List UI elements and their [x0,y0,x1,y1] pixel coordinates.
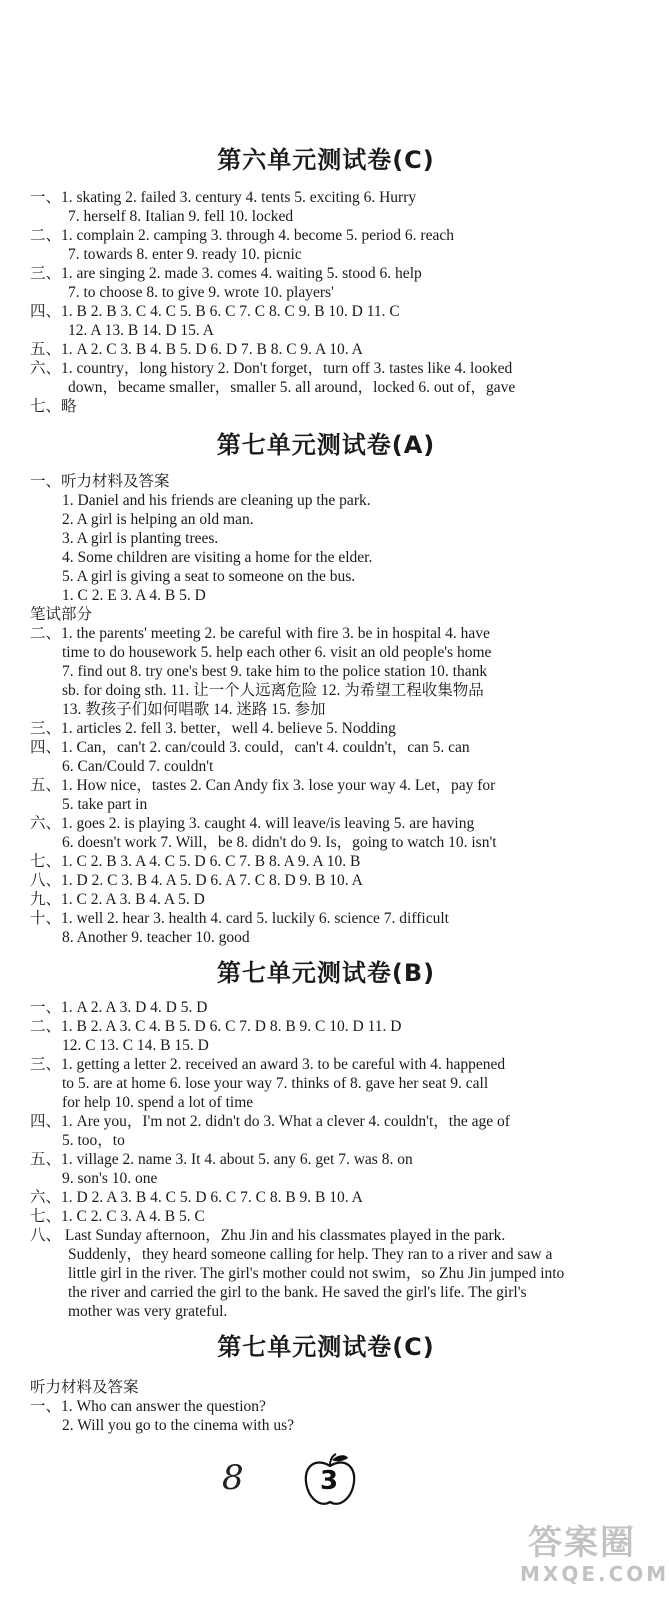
answer-line: 12. A 13. B 14. D 15. A [68,322,214,339]
answer-line: time to do housework 5. help each other 6. visit an old people's home [62,644,492,661]
answer-line: 五、1. village 2. name 3. It 4. about 5. any 6. get 7. was 8. on [30,1151,413,1168]
answer-line: 六、1. goes 2. is playing 3. caught 4. will leave/is leaving 5. are having [30,815,475,832]
answer-line: little girl in the river. The girl's mother could not swim，so Zhu Jin jumped into [68,1265,565,1282]
answer-line: 1. Daniel and his friends are cleaning up the park. [62,492,371,509]
answer-line: 12. C 13. C 14. B 15. D [62,1037,209,1054]
answer-line: to 5. are at home 6. lose your way 7. thinks of 8. gave her seat 9. call [62,1075,489,1092]
answer-line: 四、1. Are you，I'm not 2. didn't do 3. What a clever 4. couldn't，the age of [30,1113,510,1130]
answer-line: 九、1. C 2. A 3. B 4. A 5. D [30,891,205,908]
answer-line: 二、1. the parents' meeting 2. be careful with fire 3. be in hospital 4. have [30,625,490,642]
answer-line: 一、听力材料及答案 [30,473,170,490]
answer-line: 13. 教孩子们如何唱歌 14. 迷路 15. 参加 [62,701,326,718]
answer-line: 五、1. A 2. C 3. B 4. B 5. D 6. D 7. B 8. C 9. A 10. A [30,341,363,358]
answer-line: 6. doesn't work 7. Will，be 8. didn't do 9. Is，going to watch 10. isn't [62,834,497,851]
section-title: 第七单元测试卷(C) [217,1333,435,1361]
answer-line: 7. towards 8. enter 9. ready 10. picnic [68,246,302,263]
answer-line: 七、1. C 2. C 3. A 4. B 5. C [30,1208,205,1225]
answer-line: 7. herself 8. Italian 9. fell 10. locked [68,208,294,225]
answer-line: the river and carried the girl to the bank. He saved the girl's life. The girl's [68,1284,527,1301]
section-title: 第七单元测试卷(B) [216,959,436,987]
answer-line: 七、略 [30,398,77,415]
answer-line: 5. too，to [62,1132,125,1149]
answer-line: 一、1. Who can answer the question? [30,1398,266,1415]
answer-line: 3. A girl is planting trees. [62,530,219,547]
answer-line: 八、1. D 2. C 3. B 4. A 5. D 6. A 7. C 8. D 9. B 10. A [30,872,363,889]
answer-line: 8. Another 9. teacher 10. good [62,929,250,946]
answer-line: 二、1. complain 2. camping 3. through 4. become 5. period 6. reach [30,227,454,244]
section-title: 第七单元测试卷(A) [216,431,436,459]
answer-line: mother was very grateful. [68,1303,228,1320]
answer-line: 六、1. country，long history 2. Don't forget，turn off 3. tastes like 4. looked [30,360,513,377]
handwritten-number: 8 [222,1458,244,1498]
answer-line: for help 10. spend a lot of time [62,1094,254,1111]
answer-line: 一、1. A 2. A 3. D 4. D 5. D [30,999,208,1016]
answer-line: 5. A girl is giving a seat to someone on the bus. [62,568,356,585]
watermark-logo: 答案圈 [528,1523,636,1563]
answer-line: 7. to choose 8. to give 9. wrote 10. players' [68,284,334,301]
answer-line: 笔试部分 [30,606,93,623]
answer-line: down，became smaller，smaller 5. all around，locked 6. out of，gave [68,379,516,396]
answer-line: Suddenly，they heard someone calling for help. They ran to a river and saw a [68,1246,553,1263]
answer-line: 2. A girl is helping an old man. [62,511,254,528]
answer-line: 七、1. C 2. B 3. A 4. C 5. D 6. C 7. B 8. A 9. A 10. B [30,853,361,870]
answer-line: 一、1. skating 2. failed 3. century 4. tents 5. exciting 6. Hurry [30,189,417,206]
answer-line: 听力材料及答案 [30,1379,139,1396]
answer-line: 三、1. getting a letter 2. received an award 3. to be careful with 4. happened [30,1056,506,1073]
answer-line: 三、1. are singing 2. made 3. comes 4. waiting 5. stood 6. help [30,265,422,282]
answer-line: 六、1. D 2. A 3. B 4. C 5. D 6. C 7. C 8. B 9. B 10. A [30,1189,363,1206]
answer-line: 7. find out 8. try one's best 9. take him to the police station 10. thank [62,663,488,680]
answer-line: sb. for doing sth. 11. 让一个人远离危险 12. 为希望工程收集物品 [62,682,484,699]
answer-line: 1. C 2. E 3. A 4. B 5. D [62,587,206,604]
answer-line: 二、1. B 2. A 3. C 4. B 5. D 6. C 7. D 8. B 9. C 10. D 11. D [30,1018,402,1035]
answer-line: 四、1. B 2. B 3. C 4. C 5. B 6. C 7. C 8. C 9. B 10. D 11. C [30,303,400,320]
section-title: 第六单元测试卷(C) [217,146,435,174]
watermark-url: MXQE.COM [520,1562,669,1586]
answer-line: 五、1. How nice，tastes 2. Can Andy fix 3. lose your way 4. Let，pay for [30,777,496,794]
answer-line: 6. Can/Could 7. couldn't [62,758,214,775]
answer-line: 十、1. well 2. hear 3. health 4. card 5. luckily 6. science 7. difficult [30,910,449,927]
answer-line: 9. son's 10. one [62,1170,158,1187]
answer-line: 三、1. articles 2. fell 3. better，well 4. believe 5. Nodding [30,720,396,737]
answer-line: 4. Some children are visiting a home for the elder. [62,549,373,566]
answer-line: 八、 Last Sunday afternoon，Zhu Jin and his classmates played in the park. [30,1227,506,1244]
answer-line: 2. Will you go to the cinema with us? [62,1417,294,1434]
page-number: 3 [320,1466,339,1496]
answer-line: 四、1. Can，can't 2. can/could 3. could，can't 4. couldn't，can 5. can [30,739,470,756]
answer-line: 5. take part in [62,796,148,813]
